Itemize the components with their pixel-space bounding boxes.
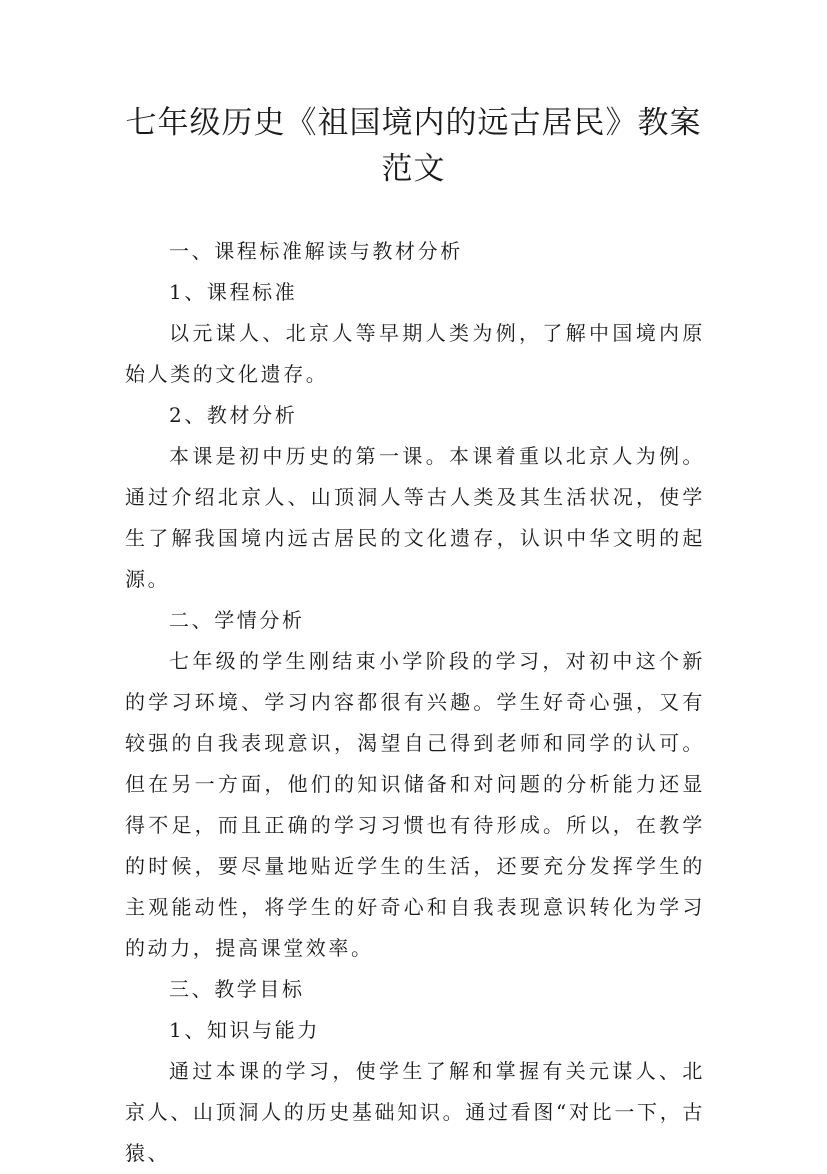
document-body [125,231,705,1174]
subsection-heading: 2、教材分析 [169,403,298,427]
body-paragraph: 七年级的学生刚结束小学阶段的学习，对初中这个新的学习环境、学习内容都很有兴趣。学生好奇心强，又有较强的自我表现意识，渴望自己得到老师和同学的认可。但在另一方面，他们的知识储备和对问题的分析能力还显得不足，而且正确的学习习惯也有待形成。所以，在教学的时候，要尽量地贴近学生的生活，还要充分发挥学生的主观能动性，将学生的好奇心和自我表现意识转化为学习的动力，提高课堂效率。 [125,649,705,960]
section-heading: 三、教学目标 [169,977,305,1001]
section-heading: 一、课程标准解读与教材分析 [169,239,463,263]
subsection-heading: 1、知识与能力 [169,1018,320,1042]
body-paragraph: 本课是初中历史的第一课。本课着重以北京人为例。通过介绍北京人、山顶洞人等古人类及其生活状况，使学生了解我国境内远古居民的文化遗存，认识中华文明的起源。 [125,444,705,591]
body-paragraph: 通过本课的学习，使学生了解和掌握有关元谋人、北京人、山顶洞人的历史基础知识。通过看图“对比一下，古猿、 [125,1059,705,1165]
section-heading: 二、学情分析 [169,608,305,632]
body-paragraph: 以元谋人、北京人等早期人类为例，了解中国境内原始人类的文化遗存。 [125,321,705,386]
subsection-heading: 1、课程标准 [169,280,298,304]
document-title: 七年级历史《祖国境内的远古居民》教案范文 [125,105,702,187]
